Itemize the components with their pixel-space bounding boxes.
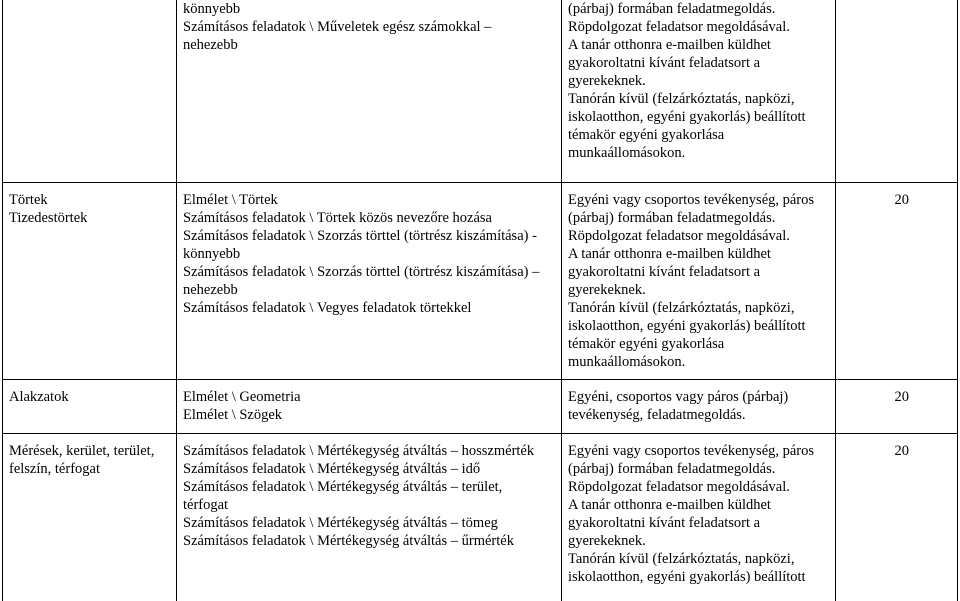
content-line: Számításos feladatok \ Mértékegység átváltás – terület, — [183, 479, 503, 495]
method-line: gyerekeknek. — [568, 73, 646, 89]
method-line: A tanár otthonra e-mailben küldhet — [568, 37, 771, 53]
method-cell — [562, 380, 836, 434]
method-line: (párbaj) formában feladatmegoldás. — [568, 1, 776, 17]
method-line: Röpdolgozat feladatsor megoldásával. — [568, 479, 790, 495]
content-line: könnyebb — [183, 246, 241, 262]
table-row — [3, 434, 958, 601]
hours-value: 20 — [894, 389, 909, 405]
method-line: munkaállomásokon. — [568, 354, 686, 370]
method-line: tevékenység, feladatmegoldás. — [568, 407, 746, 423]
method-line: munkaállomásokon. — [568, 145, 686, 161]
method-line: A tanár otthonra e-mailben küldhet — [568, 497, 771, 513]
content-line: Számításos feladatok \ Szorzás törttel (törtrész kiszámítása) - — [183, 228, 537, 244]
content-line: Elmélet \ Geometria — [183, 389, 301, 405]
method-line: gyerekeknek. — [568, 282, 646, 298]
hours-cell — [836, 183, 958, 380]
content-line: Számításos feladatok \ Szorzás törttel (törtrész kiszámítása) – — [183, 264, 540, 280]
method-line: Röpdolgozat feladatsor megoldásával. — [568, 19, 790, 35]
content-line: Számításos feladatok \ Mértékegység átváltás – hosszmérték — [183, 443, 535, 459]
table-row — [3, 380, 958, 434]
topic-line: Tizedestörtek — [9, 210, 88, 226]
content-cell — [177, 380, 562, 434]
content-cell — [177, 0, 562, 183]
method-cell — [562, 434, 836, 601]
hours-cell — [836, 434, 958, 601]
method-line: gyakoroltatni kívánt feladatsort a — [568, 55, 761, 71]
method-cell — [562, 0, 836, 183]
method-line: Röpdolgozat feladatsor megoldásával. — [568, 228, 790, 244]
content-line: nehezebb — [183, 37, 238, 53]
method-line: iskolaotthon, egyéni gyakorlás) beállított — [568, 318, 806, 334]
topic-line: Mérések, kerület, terület, — [9, 443, 155, 459]
topic-cell — [3, 434, 177, 601]
curriculum-table — [2, 0, 958, 601]
content-line: Elmélet \ Szögek — [183, 407, 283, 423]
method-line: Tanórán kívül (felzárkóztatás, napközi, — [568, 551, 795, 567]
hours-cell — [836, 380, 958, 434]
hours-value: 20 — [894, 192, 909, 208]
method-line: gyakoroltatni kívánt feladatsort a — [568, 515, 761, 531]
method-line: Egyéni, csoportos vagy páros (párbaj) — [568, 389, 789, 405]
method-line: (párbaj) formában feladatmegoldás. — [568, 210, 776, 226]
content-line: könnyebb — [183, 1, 241, 17]
hours-cell — [836, 0, 958, 183]
content-line: Számításos feladatok \ Mértékegység átváltás – tömeg — [183, 515, 498, 531]
method-line: gyerekeknek. — [568, 533, 646, 549]
topic-cell — [3, 0, 177, 183]
hours-value: 20 — [894, 443, 909, 459]
method-line: iskolaotthon, egyéni gyakorlás) beállított — [568, 569, 806, 585]
content-cell — [177, 434, 562, 601]
method-line: témakör egyéni gyakorlása — [568, 336, 725, 352]
method-line: Egyéni vagy csoportos tevékenység, páros — [568, 443, 815, 459]
table-row — [3, 0, 958, 183]
method-line: (párbaj) formában feladatmegoldás. — [568, 461, 776, 477]
content-line: Számításos feladatok \ Műveletek egész számokkal – — [183, 19, 492, 35]
table-row — [3, 183, 958, 380]
method-line: Egyéni vagy csoportos tevékenység, páros — [568, 192, 815, 208]
topic-line: Törtek — [9, 192, 48, 208]
content-cell — [177, 183, 562, 380]
method-line: gyakoroltatni kívánt feladatsort a — [568, 264, 761, 280]
content-line: Számításos feladatok \ Mértékegység átváltás – idő — [183, 461, 481, 477]
method-line: Tanórán kívül (felzárkóztatás, napközi, — [568, 300, 795, 316]
method-line: témakör egyéni gyakorlása — [568, 127, 725, 143]
method-line: Tanórán kívül (felzárkóztatás, napközi, — [568, 91, 795, 107]
table-body — [3, 0, 958, 601]
content-line: Elmélet \ Törtek — [183, 192, 278, 208]
content-line: Számításos feladatok \ Vegyes feladatok törtekkel — [183, 300, 472, 316]
topic-line: felszín, térfogat — [9, 461, 100, 477]
method-line: iskolaotthon, egyéni gyakorlás) beállított — [568, 109, 806, 125]
content-line: Számításos feladatok \ Mértékegység átváltás – űrmérték — [183, 533, 514, 549]
content-line: Számításos feladatok \ Törtek közös nevezőre hozása — [183, 210, 492, 226]
topic-line: Alakzatok — [9, 389, 69, 405]
content-line: nehezebb — [183, 282, 238, 298]
method-cell — [562, 183, 836, 380]
topic-cell — [3, 380, 177, 434]
method-line: A tanár otthonra e-mailben küldhet — [568, 246, 771, 262]
content-line: térfogat — [183, 497, 229, 513]
topic-cell — [3, 183, 177, 380]
